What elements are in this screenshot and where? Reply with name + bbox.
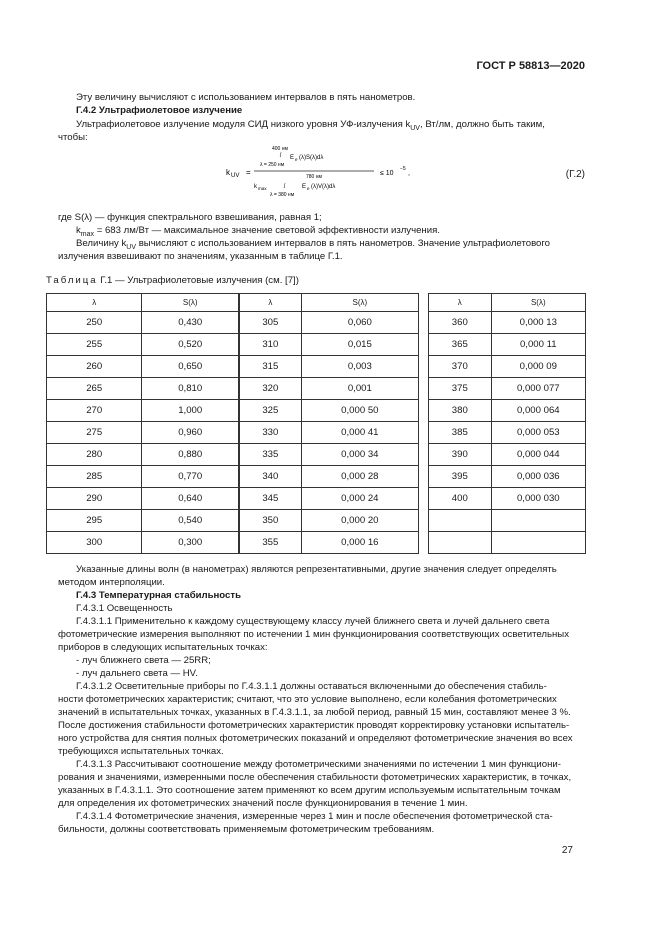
formula-rhs-exp: −5 bbox=[400, 166, 406, 172]
formula-den-tail: (λ)V(λ)dλ bbox=[311, 184, 336, 190]
text-line: чтобы: bbox=[58, 132, 88, 143]
table-row bbox=[429, 466, 586, 488]
cell-wavelength: 250 bbox=[47, 312, 142, 334]
cell-wavelength: 300 bbox=[47, 532, 142, 554]
cell-weight: 0,015 bbox=[301, 334, 418, 356]
formula-den-k-sub: max bbox=[258, 186, 267, 191]
section-heading: Г.4.2 Ультрафиолетовое излучение bbox=[76, 105, 243, 116]
cell-weight: 0,003 bbox=[301, 356, 418, 378]
table-row bbox=[240, 400, 419, 422]
cell-wavelength: 295 bbox=[47, 510, 142, 532]
table-row bbox=[47, 466, 239, 488]
table-row bbox=[47, 510, 239, 532]
cell-wavelength: 330 bbox=[240, 422, 302, 444]
cell-weight: 0,000 077 bbox=[491, 378, 585, 400]
text-line: фотометрические измерения выполняют по истечении 1 мин функционирования соответствующих осветительных bbox=[58, 629, 569, 640]
formula-lhs-sub: UV bbox=[231, 173, 240, 179]
formula-den-k: k bbox=[254, 184, 257, 190]
uv-table-part-2 bbox=[239, 293, 419, 554]
formula-number: (Г.2) bbox=[565, 169, 585, 180]
text-line: методом интерполяции. bbox=[58, 577, 165, 588]
table-row bbox=[47, 532, 239, 554]
cell-weight: 0,000 41 bbox=[301, 422, 418, 444]
table-row bbox=[429, 312, 586, 334]
cell-wavelength: 335 bbox=[240, 444, 302, 466]
text-line: Величину $k_{UV}$ вычисляют с использованием интервалов в пять нанометров. Значение ультрафиолетового bbox=[76, 238, 551, 251]
table-title: Таблица Г.1 — Ультрафиолетовые излучения (см. [7]) bbox=[46, 275, 299, 286]
formula-num-lower: λ = 250 нм bbox=[260, 162, 285, 168]
table-row bbox=[240, 422, 419, 444]
col-header-s: S(λ) bbox=[142, 294, 239, 312]
formula-den-upper: 780 нм bbox=[306, 174, 322, 180]
table-row bbox=[429, 378, 586, 400]
cell-wavelength: 305 bbox=[240, 312, 302, 334]
cell-wavelength: 320 bbox=[240, 378, 302, 400]
formula-rhs-tail: , bbox=[408, 170, 410, 177]
cell-weight: 0,540 bbox=[142, 510, 239, 532]
table-row bbox=[240, 444, 419, 466]
table-row bbox=[47, 488, 239, 510]
cell-wavelength: 360 bbox=[429, 312, 492, 334]
cell-wavelength: 315 bbox=[240, 356, 302, 378]
cell-wavelength: 385 bbox=[429, 422, 492, 444]
text-line: значений в испытательных точках, указанных в Г.4.3.1.1, за любой период, равный 15 мин, составляют менее 3 %. bbox=[58, 707, 571, 718]
cell-wavelength: 325 bbox=[240, 400, 302, 422]
cell-wavelength: 285 bbox=[47, 466, 142, 488]
col-header-s: S(λ) bbox=[301, 294, 418, 312]
text-line: $k_{max} = 683$ лм/Вт — максимальное значение световой эффективности излучения. bbox=[76, 225, 440, 238]
table-row bbox=[240, 466, 419, 488]
table-row bbox=[47, 312, 239, 334]
cell-weight: 0,001 bbox=[301, 378, 418, 400]
text-line: указанных в Г.4.3.1.1. Это соотношение затем применяют ко всем другим используемым испытательным точкам bbox=[58, 785, 561, 796]
formula-num-sub: e bbox=[295, 157, 298, 162]
svg-text:∫: ∫ bbox=[280, 152, 282, 158]
cell-wavelength: 375 bbox=[429, 378, 492, 400]
cell-wavelength: 400 bbox=[429, 488, 492, 510]
cell-wavelength: 350 bbox=[240, 510, 302, 532]
cell-weight: 0,000 50 bbox=[301, 400, 418, 422]
table-row bbox=[429, 510, 586, 532]
cell-weight bbox=[491, 510, 585, 532]
col-header-lambda: λ bbox=[240, 294, 302, 312]
table-row bbox=[240, 510, 419, 532]
formula-den-lower: λ = 380 нм bbox=[270, 192, 295, 198]
cell-wavelength bbox=[429, 532, 492, 554]
table-row bbox=[240, 378, 419, 400]
text-line: Г.4.3.1.2 Осветительные приборы по Г.4.3.1.1 должны оставаться включенными до обеспечения стабиль- bbox=[76, 681, 547, 692]
cell-wavelength: 255 bbox=[47, 334, 142, 356]
cell-wavelength: 365 bbox=[429, 334, 492, 356]
text-line: После достижения стабильности фотометрических характеристик проводят корректировку установки испытатель- bbox=[58, 720, 570, 731]
text-line: бильности, должны соответствовать применяемым фотометрическим требованиям. bbox=[58, 824, 435, 835]
formula-den-expr: E bbox=[302, 184, 307, 190]
cell-wavelength: 265 bbox=[47, 378, 142, 400]
text-line: Г.4.3.1.4 Фотометрические значения, измеренные через 1 мин и после обеспечения фотометрической ста- bbox=[76, 811, 553, 822]
cell-weight: 0,520 bbox=[142, 334, 239, 356]
table-row bbox=[47, 444, 239, 466]
cell-wavelength: 370 bbox=[429, 356, 492, 378]
page-number: 27 bbox=[561, 845, 573, 856]
cell-weight: 0,000 064 bbox=[491, 400, 585, 422]
text-line: требующихся испытательных точках. bbox=[58, 746, 224, 757]
text-line: ного устройства для снятия полных фотометрических показаний и определяют фотометрические значения во всех bbox=[58, 733, 573, 744]
cell-wavelength: 355 bbox=[240, 532, 302, 554]
cell-weight: 0,060 bbox=[301, 312, 418, 334]
cell-weight: 0,000 053 bbox=[491, 422, 585, 444]
formula-eq: = bbox=[246, 168, 251, 177]
table-row bbox=[429, 488, 586, 510]
cell-wavelength: 275 bbox=[47, 422, 142, 444]
cell-weight: 0,000 16 bbox=[301, 532, 418, 554]
text-line: излучения взвешивают по значениям, указанным в таблице Г.1. bbox=[58, 251, 343, 262]
uv-table-part-1 bbox=[46, 293, 239, 554]
cell-wavelength: 290 bbox=[47, 488, 142, 510]
table-row bbox=[429, 422, 586, 444]
section-heading: Г.4.3 Температурная стабильность bbox=[76, 590, 241, 601]
doc-header: ГОСТ Р 58813—2020 bbox=[476, 60, 585, 72]
cell-wavelength: 260 bbox=[47, 356, 142, 378]
text-line: Указанные длины волн (в нанометрах) являются репрезентативными, другие значения следует определять bbox=[76, 564, 557, 575]
text-line: Эту величину вычисляют с использованием интервалов в пять нанометров. bbox=[76, 92, 416, 103]
table-row bbox=[429, 444, 586, 466]
table-row bbox=[240, 532, 419, 554]
formula-num-upper: 400 нм bbox=[272, 146, 288, 152]
text-line: Г.4.3.1.3 Рассчитывают соотношение между фотометрическими значениями по истечении 1 мин функциони- bbox=[76, 759, 561, 770]
cell-wavelength: 310 bbox=[240, 334, 302, 356]
svg-text:∫: ∫ bbox=[284, 183, 286, 189]
cell-weight: 1,000 bbox=[142, 400, 239, 422]
cell-weight: 0,000 20 bbox=[301, 510, 418, 532]
list-item: - луч дальнего света — HV. bbox=[76, 668, 198, 679]
table-row bbox=[240, 312, 419, 334]
table-row bbox=[47, 356, 239, 378]
cell-weight: 0,000 09 bbox=[491, 356, 585, 378]
table-row bbox=[240, 488, 419, 510]
col-header-s: S(λ) bbox=[491, 294, 585, 312]
cell-wavelength: 340 bbox=[240, 466, 302, 488]
cell-weight: 0,000 13 bbox=[491, 312, 585, 334]
text-line: Г.4.3.1.1 Применительно к каждому существующему классу лучей ближнего света и лучей дальнего света bbox=[76, 616, 550, 627]
cell-weight: 0,000 28 bbox=[301, 466, 418, 488]
cell-weight: 0,810 bbox=[142, 378, 239, 400]
cell-wavelength bbox=[429, 510, 492, 532]
formula-lhs: k bbox=[226, 168, 230, 177]
col-header-lambda: λ bbox=[429, 294, 492, 312]
list-item: - луч ближнего света — 25RR; bbox=[76, 655, 211, 666]
text-line: ности фотометрических характеристик; считают, что это условие выполнено, если колебания фотометрических bbox=[58, 694, 557, 705]
cell-weight: 0,960 bbox=[142, 422, 239, 444]
table-row bbox=[429, 356, 586, 378]
cell-weight: 0,430 bbox=[142, 312, 239, 334]
table-row bbox=[47, 378, 239, 400]
text-line: приборов в следующих испытательных точках: bbox=[58, 642, 268, 653]
cell-weight: 0,000 34 bbox=[301, 444, 418, 466]
cell-wavelength: 280 bbox=[47, 444, 142, 466]
formula-num-tail: (λ)S(λ)dλ bbox=[299, 155, 324, 161]
cell-weight: 0,000 036 bbox=[491, 466, 585, 488]
cell-weight: 0,650 bbox=[142, 356, 239, 378]
uv-table-part-3 bbox=[428, 293, 586, 554]
formula-g2 bbox=[226, 143, 446, 203]
text-line: где S(λ) — функция спектрального взвешивания, равная 1; bbox=[58, 212, 322, 223]
cell-weight: 0,000 044 bbox=[491, 444, 585, 466]
formula-num-expr: E bbox=[290, 155, 295, 161]
table-row bbox=[47, 400, 239, 422]
cell-wavelength: 390 bbox=[429, 444, 492, 466]
text-line: для определения их фотометрических значений после функционирования в течение 1 мин. bbox=[58, 798, 468, 809]
table-row bbox=[240, 356, 419, 378]
table-row bbox=[47, 422, 239, 444]
table-row bbox=[429, 400, 586, 422]
cell-wavelength: 395 bbox=[429, 466, 492, 488]
cell-wavelength: 270 bbox=[47, 400, 142, 422]
cell-weight: 0,770 bbox=[142, 466, 239, 488]
cell-weight: 0,880 bbox=[142, 444, 239, 466]
formula-den-sub: e bbox=[307, 186, 310, 191]
table-row bbox=[429, 334, 586, 356]
cell-weight: 0,000 11 bbox=[491, 334, 585, 356]
col-header-lambda: λ bbox=[47, 294, 142, 312]
cell-weight: 0,640 bbox=[142, 488, 239, 510]
cell-wavelength: 345 bbox=[240, 488, 302, 510]
cell-weight: 0,000 24 bbox=[301, 488, 418, 510]
text-line: Ультрафиолетовое излучение модуля СИД низкого уровня УФ-излучения $k_{UV}$, Вт/лм, должно быть таким, bbox=[76, 119, 545, 132]
table-row bbox=[429, 532, 586, 554]
subsection-heading: Г.4.3.1 Освещенность bbox=[76, 603, 173, 614]
cell-weight bbox=[491, 532, 585, 554]
table-row bbox=[240, 334, 419, 356]
table-row bbox=[47, 334, 239, 356]
cell-weight: 0,300 bbox=[142, 532, 239, 554]
cell-weight: 0,000 030 bbox=[491, 488, 585, 510]
cell-wavelength: 380 bbox=[429, 400, 492, 422]
text-line: рования и значениями, измеренными после обеспечения стабильности фотометрических характеристик, в точках, bbox=[58, 772, 572, 783]
formula-rhs: ≤ 10 bbox=[380, 170, 394, 177]
